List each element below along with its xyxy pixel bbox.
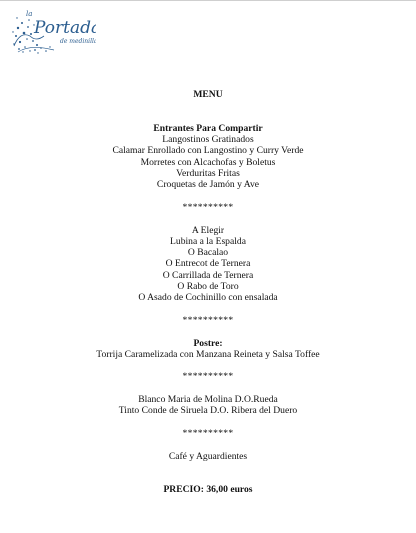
menu-title: MENU <box>193 89 223 100</box>
main-item: O Rabo de Toro <box>177 281 239 293</box>
svg-text:de medinilla: de medinilla <box>60 38 96 45</box>
section-separator: ********** <box>182 314 234 326</box>
starter-item: Verduritas Fritas <box>176 168 240 180</box>
restaurant-logo <box>10 6 96 56</box>
menu-document <box>0 89 416 496</box>
price-line: PRECIO: 36,00 euros <box>163 484 253 496</box>
main-item: O Carrillada de Ternera <box>162 269 254 281</box>
dessert-item: Torrija Caramelizada con Manzana Reineta y Salsa Toffee <box>96 348 320 360</box>
main-item: O Entrecot de Ternera <box>165 258 251 270</box>
coffee-item: Café y Aguardientes <box>168 450 248 462</box>
svg-text:Portada: Portada <box>34 18 96 38</box>
main-item: Lubina a la Espalda <box>170 235 246 247</box>
starter-item: Calamar Enrollado con Langostino y Curry Verde <box>112 145 304 157</box>
wine-item: Tinto Conde de Siruela D.O. Ribera del Duero <box>118 405 298 417</box>
wine-item: Blanco Maria de Molina D.O.Rueda <box>138 394 278 406</box>
section-separator: ********** <box>182 427 234 439</box>
dessert-heading: Postre: <box>193 337 223 349</box>
main-item: O Asado de Cochinillo con ensalada <box>138 292 278 304</box>
main-item: O Bacalao <box>187 247 229 259</box>
section-separator: ********** <box>182 371 234 383</box>
choice-heading: A Elegir <box>191 224 225 236</box>
starters-heading: Entrantes Para Compartir <box>153 122 263 134</box>
starter-item: Morretes con Alcachofas y Boletus <box>140 156 276 168</box>
starter-item: Croquetas de Jamón y Ave <box>156 179 260 191</box>
page-top-border <box>0 0 416 1</box>
svg-text:la: la <box>26 10 33 18</box>
starter-item: Langostinos Gratinados <box>162 134 254 146</box>
section-separator: ********** <box>182 201 234 213</box>
